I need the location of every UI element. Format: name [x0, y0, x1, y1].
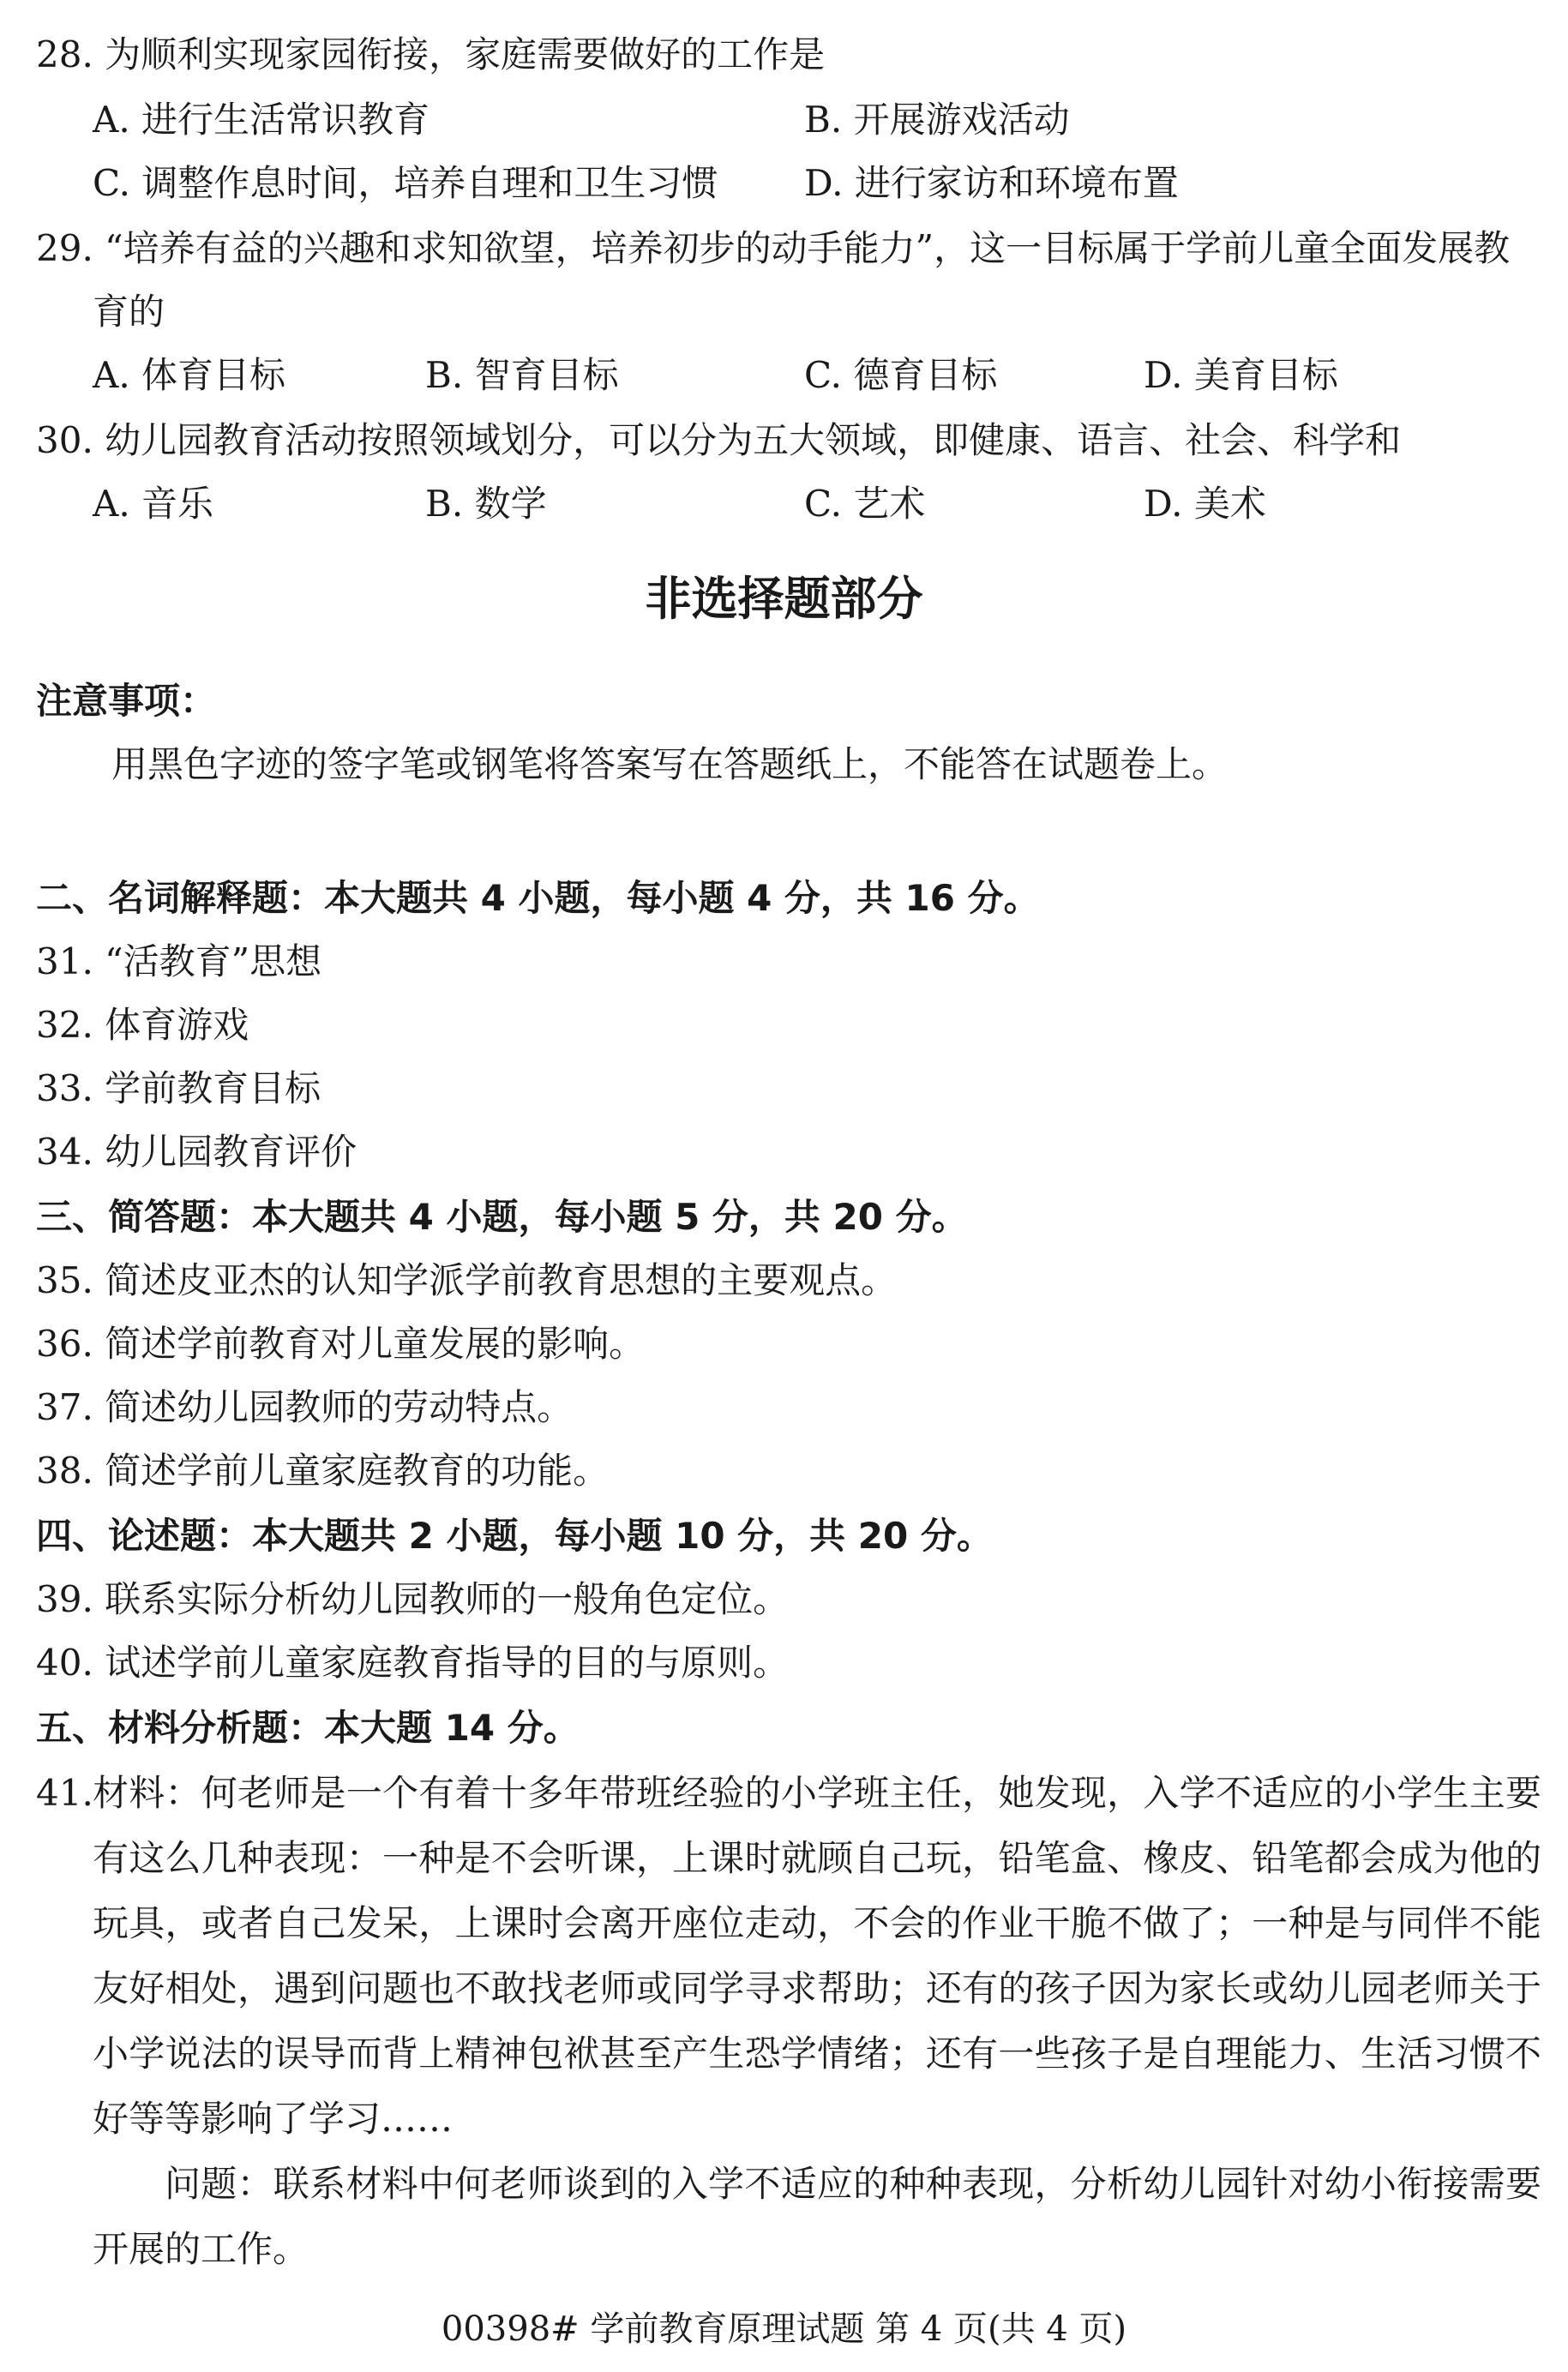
q40: 40. 试述学前儿童家庭教育指导的目的与原则。 [36, 1642, 790, 1684]
q41-number: 41. [36, 1772, 93, 1814]
part5-heading: 五、材料分析题：本大题 14 分。 [36, 1707, 580, 1749]
q30-option-b: B. 数学 [425, 483, 547, 525]
q31: 31. “活教育”思想 [36, 940, 322, 982]
q29-option-a: A. 体育目标 [93, 354, 286, 396]
q28-option-d: D. 进行家访和环境布置 [804, 162, 1179, 204]
q30-option-d: D. 美术 [1144, 483, 1266, 525]
q41-material: 材料：何老师是一个有着十多年带班经验的小学班主任，她发现，入学不适应的小学生主要有这么几种表现：一种是不会听课，上课时就顾自己玩，铅笔盒、橡皮、铅笔都会成为他的玩具，或者自己发呆，上课时会离开座位走动，不会的作业干脆不做了；一种是与同伴不能友好相处，遇到问题也不敢找老师或同学寻求帮助；还有的孩子因为家长或幼儿园老师关于小学说法的误导而背上精神包袱甚至产生恐学情绪；还有一些孩子是自理能力、生活习惯不好等等影响了学习…… [93, 1772, 1541, 2140]
part4-heading: 四、论述题：本大题共 2 小题，每小题 10 分，共 20 分。 [36, 1515, 993, 1557]
q32: 32. 体育游戏 [36, 1004, 249, 1046]
notice-text: 用黑色字迹的签字笔或钢笔将答案写在答题纸上，不能答在试题卷上。 [111, 743, 1229, 785]
part3-heading: 三、简答题：本大题共 4 小题，每小题 5 分，共 20 分。 [36, 1196, 968, 1238]
q30-option-a: A. 音乐 [93, 483, 214, 525]
q29-stem-line1: 29. “培养有益的兴趣和求知欲望，培养初步的动手能力”，这一目标属于学前儿童全面发展教 [36, 227, 1511, 269]
q29-stem-line2: 育的 [93, 291, 165, 333]
q29-option-b: B. 智育目标 [425, 354, 619, 396]
q36: 36. 简述学前教育对儿童发展的影响。 [36, 1323, 646, 1365]
q33: 33. 学前教育目标 [36, 1067, 321, 1109]
q39: 39. 联系实际分析幼儿园教师的一般角色定位。 [36, 1578, 790, 1620]
section-title: 非选择题部分 [645, 572, 923, 626]
notice-heading: 注意事项： [36, 680, 217, 722]
q29-option-d: D. 美育目标 [1144, 354, 1338, 396]
q30-option-c: C. 艺术 [804, 483, 926, 525]
q28-stem: 28. 为顺利实现家园衔接，家庭需要做好的工作是 [36, 33, 826, 75]
q30-stem: 30. 幼儿园教育活动按照领域划分，可以分为五大领域，即健康、语言、社会、科学和 [36, 419, 1402, 461]
q28-option-b: B. 开展游戏活动 [804, 99, 1070, 141]
q35: 35. 简述皮亚杰的认知学派学前教育思想的主要观点。 [36, 1259, 898, 1301]
q28-option-c: C. 调整作息时间，培养自理和卫生习惯 [93, 162, 718, 204]
q34: 34. 幼儿园教育评价 [36, 1131, 357, 1173]
part2-heading: 二、名词解释题：本大题共 4 小题，每小题 4 分，共 16 分。 [36, 877, 1040, 919]
page-footer: 00398# 学前教育原理试题 第 4 页(共 4 页) [441, 2309, 1127, 2349]
q29-option-c: C. 德育目标 [804, 354, 998, 396]
q38: 38. 简述学前儿童家庭教育的功能。 [36, 1450, 610, 1492]
q28-option-a: A. 进行生活常识教育 [93, 99, 430, 141]
q37: 37. 简述幼儿园教师的劳动特点。 [36, 1386, 574, 1428]
q41-question: 问题：联系材料中何老师谈到的入学不适应的种种表现，分析幼儿园针对幼小衔接需要开展的工作。 [93, 2163, 1541, 2270]
